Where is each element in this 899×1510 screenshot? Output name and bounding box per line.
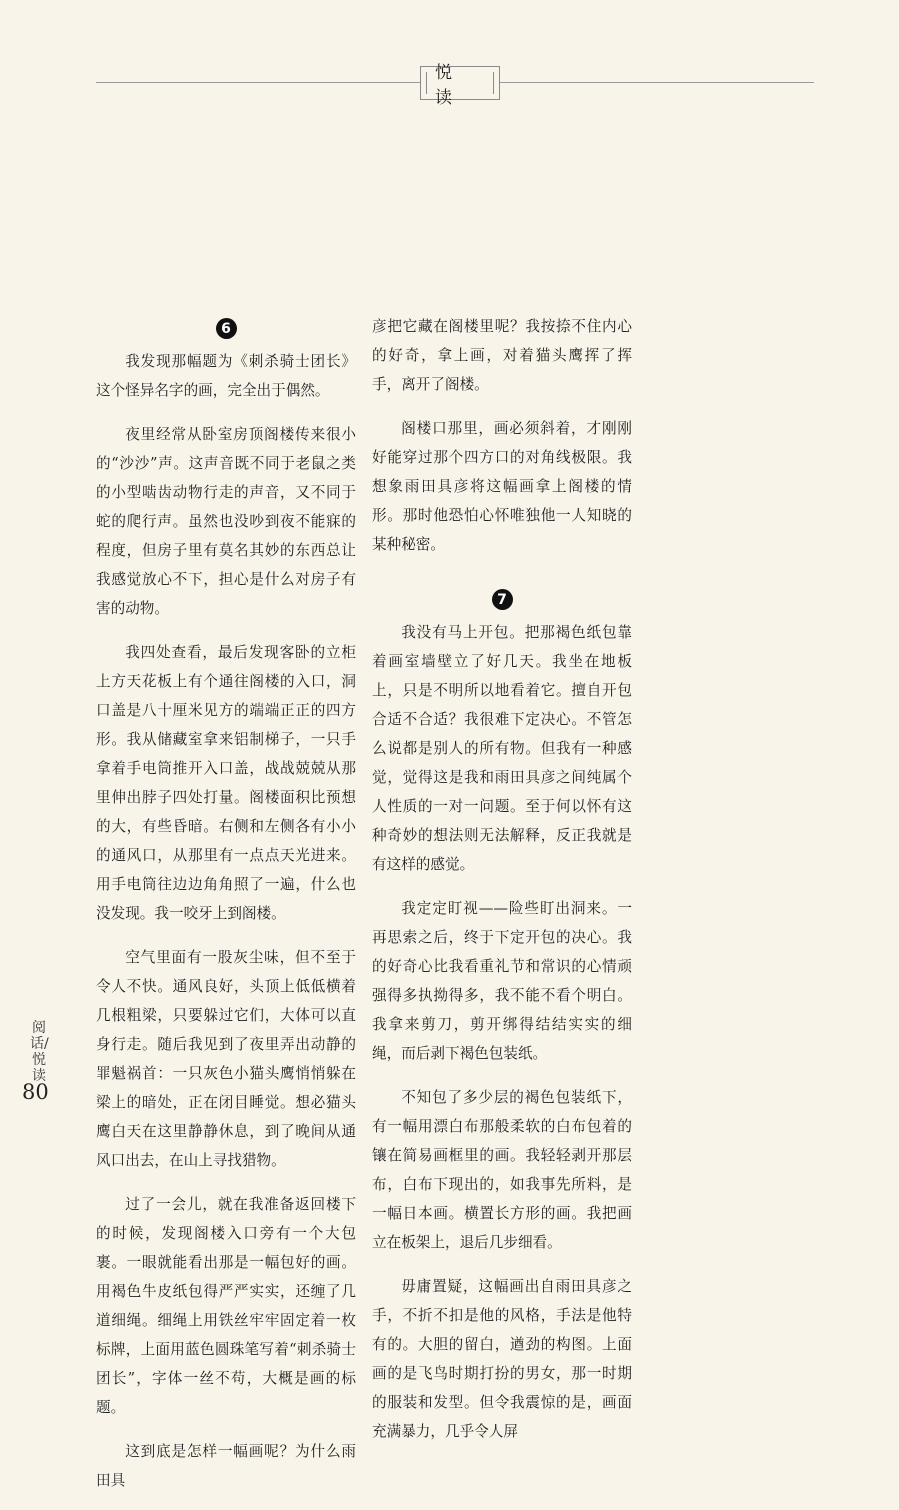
column-left xyxy=(96,318,356,1510)
paragraph: 我没有马上开包。把那褐色纸包靠着画室墙壁立了好几天。我坐在地板上，只是不明所以地看着它。擅自开包合适不合适？我很难下定决心。不管怎么说都是别人的所有物。但我有一种感觉，觉得这是我和雨田具彦之间纯属个人性质的一对一问题。至于何以怀有这种奇妙的想法则无法解释，反正我就是有这样的感觉。 xyxy=(372,624,632,873)
paragraph: 过了一会儿，就在我准备返回楼下的时候，发现阁楼入口旁有一个大包裹。一眼就能看出那是一幅包好的画。用褐色牛皮纸包得严严实实，还缠了几道细绳。细绳上用铁丝牢牢固定着一枚标牌，上面用蓝色圆珠笔写着“刺杀骑士团长”，字体一丝不苟，大概是画的标题。 xyxy=(96,1196,356,1416)
column-right xyxy=(372,312,632,1461)
paragraph: 我定定盯视——险些盯出洞来。一再思索之后，终于下定开包的决心。我的好奇心比我看重礼节和常识的心情顽强得多执拗得多，我不能不看个明白。我拿来剪刀，剪开绑得结结实实的细绳，而后剥下褐色包装纸。 xyxy=(372,900,632,1062)
section-number-badge: 6 xyxy=(216,318,237,339)
section-number-badge: 7 xyxy=(492,589,513,610)
paragraph: 不知包了多少层的褐色包装纸下，有一幅用漂白布那般柔软的白布包着的镶在简易画框里的画。我轻轻剥开那层布，白布下现出的，如我事先所料，是一幅日本画。横置长方形的画。我把画立在板架上，退后几步细看。 xyxy=(372,1089,632,1251)
page-number: 80 xyxy=(22,1080,49,1104)
paragraph: 这到底是怎样一幅画呢？为什么雨田具 xyxy=(96,1443,356,1489)
magazine-section-label: 阅话/悦读 xyxy=(30,1020,49,1084)
paragraph: 毋庸置疑，这幅画出自雨田具彦之手，不折不扣是他的风格，手法是他特有的。大胆的留白，遒劲的构图。上面画的是飞鸟时期打扮的男女，那一时期的服装和发型。但令我震惊的是，画面充满暴力，几乎令人屏 xyxy=(372,1278,632,1440)
paragraph: 我四处查看，最后发现客卧的立柜上方天花板上有个通往阁楼的入口，洞口盖是八十厘米见方的端端正正的四方形。我从储藏室拿来铝制梯子，一只手拿着手电筒推开入口盖，战战兢兢从那里伸出脖子四处打量。阁楼面积比预想的大，有些昏暗。右侧和左侧各有小小的通风口，从那里有一点点天光进来。用手电筒往边边角角照了一遍，什么也没发现。我一咬牙上到阁楼。 xyxy=(96,644,356,922)
paragraph: 空气里面有一股灰尘味，但不至于令人不快。通风良好，头顶上低低横着几根粗梁，只要躲过它们，大体可以直身行走。随后我见到了夜里弄出动静的罪魁祸首：一只灰色小猫头鹰悄悄躲在梁上的暗处，正在闭目睡觉。想必猫头鹰白天在这里静静休息，到了晚间从通风口出去，在山上寻找猎物。 xyxy=(96,949,356,1169)
paragraph-continued: 彦把它藏在阁楼里呢？我按捺不住内心的好奇，拿上画，对着猫头鹰挥了挥手，离开了阁楼。 xyxy=(372,318,632,393)
section-7-marker xyxy=(372,589,632,610)
section-title: 悦 读 xyxy=(435,63,460,108)
paragraph: 夜里经常从卧室房顶阁楼传来很小的“沙沙”声。这声音既不同于老鼠之类的小型啮齿动物行走的声音，又不同于蛇的爬行声。虽然也没吵到夜不能寐的程度，但房子里有莫名其妙的东西总让我感觉放心不下，担心是什么对房子有害的动物。 xyxy=(96,426,356,617)
section-header-box xyxy=(420,63,500,108)
paragraph: 阁楼口那里，画必须斜着，才刚刚好能穿过那个四方口的对角线极限。我想象雨田具彦将这幅画拿上阁楼的情形。那时他恐怕心怀唯独他一人知晓的某种秘密。 xyxy=(372,420,632,553)
section-6-marker xyxy=(96,318,356,339)
paragraph: 我发现那幅题为《刺杀骑士团长》这个怪异名字的画，完全出于偶然。 xyxy=(96,353,356,399)
